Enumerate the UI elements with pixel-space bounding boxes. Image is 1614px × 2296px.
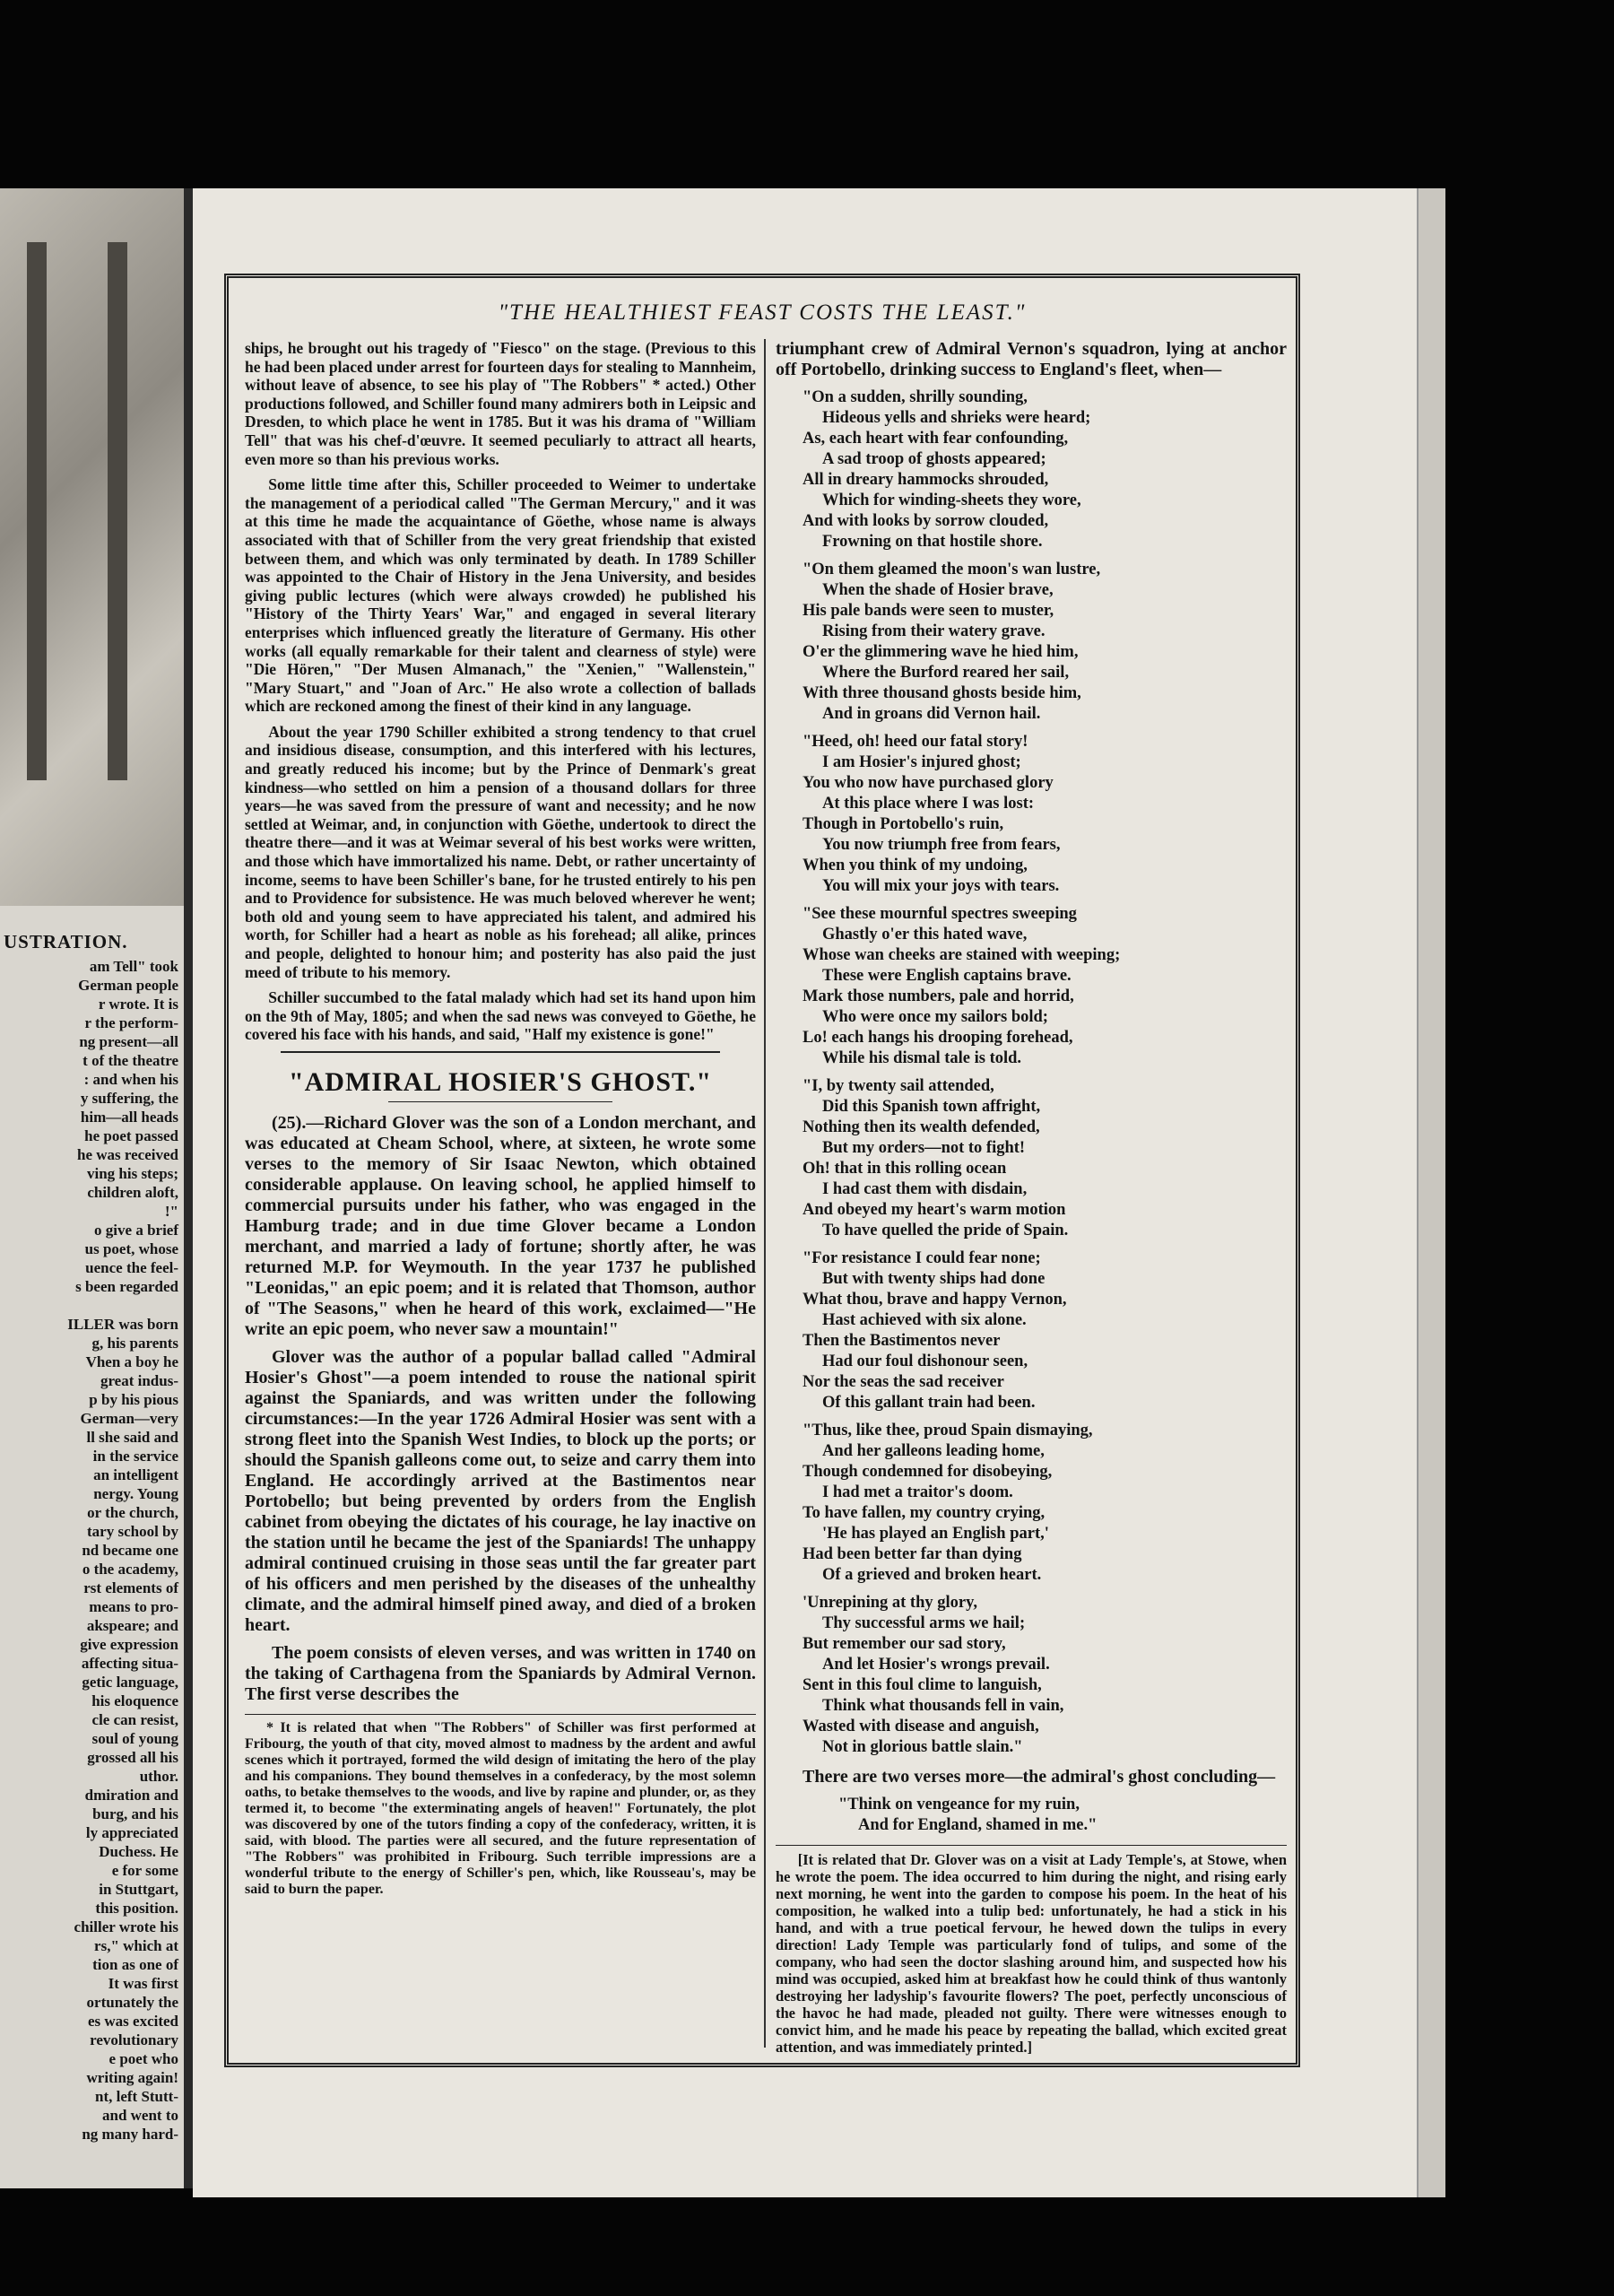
- paragraph: ships, he brought out his tragedy of "Fiesco" on the stage. (Previous to this he had been placed under arrest for fourteen days for stealing to Mannheim, without leave of absence, to see his play of "The Robbers" * acted.) Other productions followed, and Schiller found many admirers both in Leipsic and Dresden, to which place he went in 1785. But it was his drama of "William Tell" that was his chef-d'œuvre. It seemed peculiarly to attract all hearts, even more so than his previous works.: [245, 339, 756, 468]
- poem-line: "For resistance I could fear none;: [803, 1249, 1041, 1267]
- poem-line: Did this Spanish town affright,: [822, 1098, 1041, 1116]
- poem-line: "See these mournful spectres sweeping: [803, 905, 1077, 923]
- left-text-line: and went to: [101, 2107, 178, 2124]
- poem-line: You will mix your joys with tears.: [822, 877, 1060, 895]
- poem-line: Thy successful arms we hail;: [822, 1614, 1026, 1632]
- poem-line: Think what thousands fell in vain,: [822, 1697, 1064, 1715]
- title-underline: [388, 1101, 612, 1102]
- column-left: [245, 339, 756, 2043]
- left-text-line: in Stuttgart,: [99, 1881, 178, 1898]
- paragraph: (25).—Richard Glover was the son of a London merchant, and was educated at Cheam School, where, at sixteen, he wrote some verses to the memory of Sir Isaac Newton, which obtained considerable applause. On leaving school, he applied himself to commercial pursuits under his father, who was engaged in the Hamburg trade; and in due time Glover became a London merchant, and married a lady of fortune; shortly after, he was returned M.P. for Weymouth. In the year 1737 he published "Leonidas," an epic poem; and it is related that Thomson, author of "The Seasons," when he heard of this work, exclaimed—"He write an epic poem, who never saw a mountain!": [245, 1112, 756, 1339]
- paragraph: There are two verses more—the admiral's ghost concluding—: [803, 1767, 1276, 1787]
- poem-line: When the shade of Hosier brave,: [822, 581, 1054, 599]
- left-text-line: or the church,: [87, 1504, 178, 1521]
- poem-line: Where the Burford reared her sail,: [822, 664, 1070, 682]
- left-text-line: !": [164, 1203, 178, 1220]
- left-text-line: nergy. Young: [93, 1485, 178, 1502]
- poem-line: And for England, shamed in me.": [858, 1816, 1098, 1834]
- left-text-line: an intelligent: [93, 1466, 178, 1483]
- page-edge: [1417, 188, 1445, 2197]
- article-title: "ADMIRAL HOSIER'S GHOST.": [288, 1066, 712, 1097]
- engraving-illustration: [0, 188, 184, 906]
- poem-line: I had cast them with disdain,: [822, 1180, 1028, 1198]
- closing-stanza: [838, 1795, 1287, 1836]
- left-text-line: in the service: [92, 1448, 178, 1465]
- footnote-text: * It is related that when "The Robbers" of Schiller was first performed at Fribourg, the youth of that city, moved almost to madness by the ardent and awful scenes which it portrayed, formed the wild design of imitating the hero of the play and his companions. They bound themselves in a confederacy, by the most solemn oaths, to betake themselves to the woods, and live by rapine and plunder, or, as they termed it, to become "the exterminating angels of heaven!" Fortunately, the plot was discovered by one of the tutors finding a copy of the confederacy, written, it is said, with blood. The parties were all secured, and the future representation of "The Robbers" was prohibited in Fribourg. Such terrible impressions are a wonderful tribute to the energy of Schiller's pen, which, like Rousseau's, may be said to burn the paper.: [245, 1719, 756, 1897]
- left-text-line: r the perform-: [84, 1014, 178, 1031]
- left-text-line: ng many hard-: [82, 2126, 178, 2143]
- poem-line: O'er the glimmering wave he hied him,: [803, 643, 1079, 661]
- poem-line: But my orders—not to fight!: [822, 1139, 1026, 1157]
- poem-line: While his dismal tale is told.: [822, 1049, 1022, 1067]
- left-text-line: p by his pious: [89, 1391, 178, 1408]
- left-text-line: ILLER was born: [67, 1316, 178, 1333]
- column-divider: [764, 339, 766, 2048]
- right-page: [193, 188, 1417, 2197]
- left-text-line: ll she said and: [86, 1429, 178, 1446]
- poem-line: Sent in this foul clime to languish,: [803, 1676, 1042, 1694]
- left-text-line: ortunately the: [86, 1994, 178, 2011]
- poem-stanza: [803, 1593, 1287, 1758]
- poem-line: A sad troop of ghosts appeared;: [822, 450, 1046, 468]
- poem-line: Then the Bastimentos never: [803, 1332, 1001, 1350]
- ballad-poem: [803, 387, 1287, 1758]
- left-text-line: [4, 1296, 178, 1315]
- footnote: [245, 1720, 756, 1898]
- left-text-line: means to pro-: [89, 1598, 178, 1615]
- poem-line: To have fallen, my country crying,: [803, 1504, 1046, 1522]
- left-text-line: uence the feel-: [85, 1259, 178, 1276]
- left-text-line: Duchess. He: [99, 1843, 178, 1860]
- left-text-line: grossed all his: [87, 1749, 178, 1766]
- poem-line: Rising from their watery grave.: [822, 622, 1046, 640]
- poem-line: Lo! each hangs his drooping forehead,: [803, 1029, 1073, 1047]
- left-text-line: s been regarded: [75, 1278, 178, 1295]
- poem-line: "On them gleamed the moon's wan lustre,: [803, 561, 1101, 578]
- left-text-line: nt, left Stutt-: [94, 2088, 178, 2105]
- left-text-line: German—very: [80, 1410, 178, 1427]
- note-rule: [776, 1845, 1287, 1846]
- left-text-line: g, his parents: [91, 1335, 178, 1352]
- left-text-line: soul of young: [91, 1730, 178, 1747]
- left-text-line: cle can resist,: [91, 1711, 178, 1728]
- poem-line: Though in Portobello's ruin,: [803, 815, 1004, 833]
- left-text-line: ving his steps;: [86, 1165, 178, 1182]
- left-text-line: t of the theatre: [82, 1052, 178, 1069]
- poem-line: But with twenty ships had done: [822, 1270, 1046, 1288]
- left-text-line: burg, and his: [92, 1805, 178, 1822]
- left-text-line: r wrote. It is: [98, 996, 178, 1013]
- left-text-line: rst elements of: [83, 1579, 178, 1596]
- poem-line: At this place where I was lost:: [822, 795, 1035, 813]
- page-frame: [224, 274, 1300, 2067]
- footnote-rule: [245, 1714, 756, 1715]
- poem-line: With three thousand ghosts beside him,: [803, 684, 1081, 702]
- poem-line: His pale bands were seen to muster,: [803, 602, 1054, 620]
- left-text-line: uthor.: [139, 1768, 178, 1785]
- poem-line: Of a grieved and broken heart.: [822, 1566, 1042, 1584]
- poem-line: Ghastly o'er this hated wave,: [822, 926, 1028, 944]
- poem-line: Nothing then its wealth defended,: [803, 1118, 1040, 1136]
- left-text-line: rs," which at: [94, 1937, 178, 1954]
- poem-line: Frowning on that hostile shore.: [822, 533, 1043, 551]
- poem-line: But remember our sad story,: [803, 1635, 1006, 1653]
- left-heading: USTRATION.: [4, 931, 128, 952]
- poem-line: 'Unrepining at thy glory,: [803, 1594, 977, 1612]
- left-text-line: give expression: [80, 1636, 178, 1653]
- poem-line: Which for winding-sheets they wore,: [822, 491, 1081, 509]
- poem-line: Had our foul dishonour seen,: [822, 1352, 1028, 1370]
- left-text-line: It was first: [108, 1975, 178, 1992]
- left-text-line: y suffering, the: [80, 1090, 178, 1107]
- left-text-line: ly appreciated: [85, 1824, 178, 1841]
- poem-line: "On a sudden, shrilly sounding,: [803, 388, 1028, 406]
- poem-stanza: [803, 387, 1287, 552]
- left-text-line: getic language,: [82, 1674, 178, 1691]
- poem-line: And her galleons leading home,: [822, 1442, 1045, 1460]
- left-text-line: children aloft,: [87, 1184, 178, 1201]
- paragraph: triumphant crew of Admiral Vernon's squadron, lying at anchor off Portobello, drinking success to England's fleet, when—: [776, 339, 1287, 379]
- running-head: "THE HEALTHIEST FEAST COSTS THE LEAST.": [498, 300, 1027, 325]
- poem-line: And in groans did Vernon hail.: [822, 705, 1041, 723]
- paragraph: The poem consists of eleven verses, and was written in 1740 on the taking of Carthagena from the Spaniards by Admiral Vernon. The first verse describes the: [245, 1642, 756, 1704]
- poem-line: "Heed, oh! heed our fatal story!: [803, 733, 1028, 751]
- left-text-line: chiller wrote his: [74, 1918, 178, 1935]
- poem-line: And with looks by sorrow clouded,: [803, 512, 1049, 530]
- left-text-line: affecting situa-: [81, 1655, 178, 1672]
- poem-line: When you think of my undoing,: [803, 857, 1028, 874]
- poem-stanza: [803, 560, 1287, 725]
- poem-line: Hast achieved with six alone.: [822, 1311, 1027, 1329]
- left-text-line: e for some: [111, 1862, 178, 1879]
- left-text-line: es was excited: [87, 2013, 178, 2030]
- left-text-line: tion as one of: [92, 1956, 178, 1973]
- left-text-line: great indus-: [100, 1372, 178, 1389]
- left-text-line: he was received: [77, 1146, 178, 1163]
- poem-line: Oh! that in this rolling ocean: [803, 1160, 1007, 1178]
- left-text-line: his eloquence: [91, 1692, 178, 1709]
- left-text-line: ng present—all: [79, 1033, 178, 1050]
- poem-line: Of this gallant train had been.: [822, 1394, 1036, 1412]
- left-page-text: [4, 915, 178, 2144]
- poem-stanza: [803, 1421, 1287, 1586]
- note-text: [It is related that Dr. Glover was on a visit at Lady Temple's, at Stowe, when he wrote the poem. The idea occurred to him during the night, and rising early next morning, he went into the garden to compose his poem. In the heat of his composition, he walked into a tulip bed: unfortunately, he had a stick in his hand, and with a true poetical fervour, he hewed down the tulips in every direction! Lady Temple was particularly fond of tulips, and some of the company, who had seen the doctor slashing around him, and suspected how his mind was occupied, asked him at breakfast how he could think of thus wantonly destroying her ladyship's favourite flowers? The poet, perfectly unconscious of the havoc he had made, pleaded not guilty. There were witnesses enough to convict him, and he made his peace by repeating the ballad, which excited great attention, and was immediately printed.]: [776, 1851, 1287, 2056]
- poem-line: These were English captains brave.: [822, 967, 1072, 985]
- poem-line: I had met a traitor's doom.: [822, 1483, 1013, 1501]
- poem-line: All in dreary hammocks shrouded,: [803, 471, 1049, 489]
- poem-line: Though condemned for disobeying,: [803, 1463, 1053, 1481]
- poem-stanza: [803, 904, 1287, 1069]
- paragraph: Glover was the author of a popular ballad called "Admiral Hosier's Ghost"—a poem intended to rouse the national spirit against the Spaniards, and was written under the following circumstances:—In the year 1726 Admiral Hosier was sent with a strong fleet into the Spanish West Indies, to block up the ports; or should the Spanish galleons come out, to seize and carry them into England. He accordingly arrived at the Bastimentos near Portobello; but being prevented by orders from the English cabinet from obeying the dictates of his courage, he lay inactive on the station until he became the jest of the Spaniards! The unhappy admiral continued cruising in those seas until the far greater part of his officers and men perished by the diseases of the unhealthy climate, and the admiral himself pined away, and died of a broken heart.: [245, 1346, 756, 1635]
- poem-line: Hideous yells and shrieks were heard;: [822, 409, 1091, 427]
- left-text-line: writing again!: [86, 2069, 178, 2086]
- left-text-line: : and when his: [83, 1071, 178, 1088]
- left-text-line: German people: [78, 977, 178, 994]
- poem-line: What thou, brave and happy Vernon,: [803, 1291, 1067, 1309]
- left-text-line: o give a brief: [94, 1222, 178, 1239]
- left-text-line: he poet passed: [84, 1127, 178, 1144]
- section-rule: [281, 1051, 720, 1053]
- poem-line: And obeyed my heart's warm motion: [803, 1201, 1066, 1219]
- poem-line: You now triumph free from fears,: [822, 836, 1061, 854]
- poem-line: Whose wan cheeks are stained with weeping;: [803, 946, 1121, 964]
- left-page-fragment: [0, 188, 184, 2188]
- poem-line: Who were once my sailors bold;: [822, 1008, 1048, 1026]
- paragraph: Some little time after this, Schiller proceeded to Weimer to undertake the management of a periodical called "The German Mercury," and it was at this time he made the acquaintance of Göethe, whose name is always associated with that of Schiller from the very great friendship that existed between them, and which was only terminated by death. In 1789 Schiller was appointed to the Chair of History in the Jena University, and besides giving public lectures (which were always crowded) he published his "History of the Thirty Years' War," and engaged in several literary enterprises which influenced greatly the literature of Germany. His other works (all equally remarkable for their talent and clearness of style) were "Die Hören," "Der Musen Almanach," the "Xenien," "Wallenstein," "Mary Stuart," and "Joan of Arc." He also wrote a collection of ballads which are reckoned among the finest of their kind in any language.: [245, 475, 756, 716]
- left-text-line: revolutionary: [90, 2031, 178, 2048]
- poem-line: To have quelled the pride of Spain.: [822, 1222, 1069, 1239]
- poem-line: As, each heart with fear confounding,: [803, 430, 1069, 448]
- book-gutter: [184, 188, 193, 2188]
- column-right: [776, 339, 1287, 2056]
- poem-line: You who now have purchased glory: [803, 774, 1054, 792]
- poem-line: "I, by twenty sail attended,: [803, 1077, 994, 1095]
- poem-line: 'He has played an English part,': [822, 1525, 1049, 1543]
- poem-line: Mark those numbers, pale and horrid,: [803, 987, 1074, 1005]
- poem-line: "Thus, like thee, proud Spain dismaying,: [803, 1422, 1093, 1439]
- poem-line: Nor the seas the sad receiver: [803, 1373, 1004, 1391]
- editorial-note: [776, 1851, 1287, 2056]
- left-text-line: us poet, whose: [84, 1240, 178, 1257]
- left-text-line: this position.: [95, 1900, 178, 1917]
- poem-stanza: [803, 1248, 1287, 1413]
- left-text-line: am Tell" took: [89, 958, 178, 975]
- poem-line: Not in glorious battle slain.": [822, 1738, 1023, 1756]
- poem-stanza: [803, 1076, 1287, 1241]
- left-text-line: dmiration and: [84, 1787, 178, 1804]
- poem-line: "Think on vengeance for my ruin,: [838, 1796, 1080, 1813]
- left-text-line: tary school by: [87, 1523, 178, 1540]
- poem-stanza: [803, 732, 1287, 897]
- left-text-line: akspeare; and: [86, 1617, 178, 1634]
- left-text-line: o the academy,: [82, 1561, 178, 1578]
- poem-line: Wasted with disease and anguish,: [803, 1718, 1039, 1735]
- poem-line: I am Hosier's injured ghost;: [822, 753, 1021, 771]
- left-text-line: e poet who: [108, 2050, 178, 2067]
- left-text-line: him—all heads: [80, 1109, 178, 1126]
- poem-line: And let Hosier's wrongs prevail.: [822, 1656, 1050, 1674]
- paragraph: About the year 1790 Schiller exhibited a strong tendency to that cruel and insidious disease, consumption, and this interfered with his lectures, and greatly reduced his income; but by the Prince of Denmark's great kindness—who settled on him a pension of a thousand dollars for three years—he was saved from the pressure of want and necessity; and he now settled at Weimar, and, in conjunction with Göethe, undertook to direct the theatre there—and it was at Weimar several of his best works were written, and those which have immortalized his name. Debt, or rather uncertainty of income, seems to have been Schiller's bane, for he trusted entirely to his pen and to Providence for subsistence. He was much beloved wherever he went; both old and young seem to have appreciated his talent, and admired his worth, for Schiller had a heart as noble as his forehead; all alike, princes and people, delighted to honour him; and posterity has also paid the just meed of tribute to his memory.: [245, 722, 756, 981]
- left-text-lines: [4, 957, 178, 2144]
- left-text-line: nd became one: [82, 1542, 178, 1559]
- paragraph: Schiller succumbed to the fatal malady which had set its hand upon him on the 9th of May, 1805; and when the sad news was conveyed to Göethe, he covered his face with his hands, and said, "Half my existence is gone!": [245, 988, 756, 1044]
- poem-line: Had been better far than dying: [803, 1545, 1022, 1563]
- left-text-line: Vhen a boy he: [85, 1353, 178, 1370]
